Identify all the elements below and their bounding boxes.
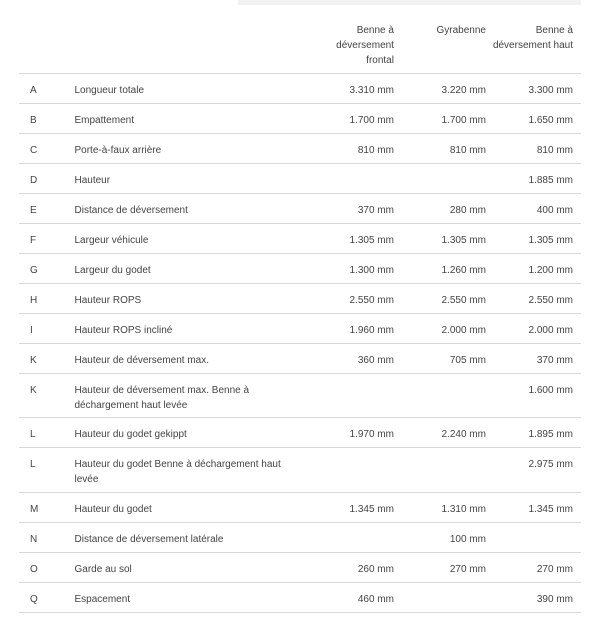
value-gyrabenne: 2.000 mm (441, 325, 486, 336)
row-label: Garde au sol (74, 564, 132, 575)
value-haut: 1.885 mm (528, 175, 573, 186)
value-gyrabenne: 100 mm (449, 534, 486, 545)
table-row (19, 493, 581, 523)
row-code: G (30, 265, 38, 276)
row-label: Longueur totale (74, 85, 145, 96)
value-haut: 1.345 mm (528, 504, 573, 515)
value-gyrabenne: 1.310 mm (441, 504, 486, 515)
value-frontal: 1.305 mm (349, 235, 394, 246)
value-frontal: 460 mm (357, 594, 394, 605)
row-code: I (30, 325, 33, 336)
table-row (19, 74, 581, 104)
row-code: D (30, 175, 38, 186)
value-haut: 3.300 mm (528, 85, 573, 96)
row-code: K (30, 355, 37, 366)
value-gyrabenne: 270 mm (449, 564, 486, 575)
row-code: Q (30, 594, 38, 605)
table-row (19, 553, 581, 583)
value-haut: 270 mm (536, 564, 573, 575)
row-code: O (30, 564, 38, 575)
row-code: L (30, 429, 36, 440)
value-gyrabenne (397, 164, 489, 193)
value-haut: 400 mm (536, 205, 573, 216)
value-frontal (308, 374, 397, 417)
row-label: Hauteur du godet gekippt (74, 429, 187, 440)
value-frontal: 370 mm (357, 205, 394, 216)
table-row (19, 583, 581, 613)
value-gyrabenne: 1.260 mm (441, 265, 486, 276)
row-label: Hauteur (74, 175, 111, 186)
row-code: H (30, 295, 38, 306)
value-haut: 1.600 mm (528, 385, 573, 396)
value-haut: 2.975 mm (528, 459, 573, 470)
table-row (19, 164, 581, 194)
value-frontal: 3.310 mm (349, 85, 394, 96)
table-row (19, 104, 581, 134)
table-row (19, 224, 581, 254)
value-frontal: 260 mm (357, 564, 394, 575)
value-frontal: 1.345 mm (349, 504, 394, 515)
value-frontal: 2.550 mm (349, 295, 394, 306)
row-label: Porte-à-faux arrière (74, 145, 162, 156)
value-haut (489, 523, 581, 552)
value-haut: 1.650 mm (528, 115, 573, 126)
row-label: Hauteur de déversement max. (74, 355, 210, 366)
table-row (19, 314, 581, 344)
row-label: Hauteur de déversement max. Benne à déchargement haut levée (74, 385, 250, 411)
row-label: Largeur véhicule (74, 235, 149, 246)
column-header-frontal: Benne à déversement frontal (336, 25, 394, 66)
row-label: Largeur du godet (74, 265, 151, 276)
table-row (19, 134, 581, 164)
row-code: E (30, 205, 37, 216)
table-row (19, 194, 581, 224)
value-haut: 1.305 mm (528, 235, 573, 246)
row-label: Hauteur du godet (74, 504, 152, 515)
row-code: K (30, 385, 37, 396)
row-label: Hauteur ROPS (74, 295, 142, 306)
row-code: M (30, 504, 39, 515)
value-frontal: 1.700 mm (349, 115, 394, 126)
value-frontal: 360 mm (357, 355, 394, 366)
value-haut: 2.550 mm (528, 295, 573, 306)
value-frontal (308, 164, 397, 193)
row-code: L (30, 459, 36, 470)
specs-table (19, 18, 581, 613)
top-strip (238, 0, 581, 5)
value-gyrabenne: 810 mm (449, 145, 486, 156)
value-haut: 370 mm (536, 355, 573, 366)
table-row (19, 448, 581, 493)
value-frontal (308, 448, 397, 492)
value-gyrabenne: 3.220 mm (441, 85, 486, 96)
value-gyrabenne: 2.550 mm (441, 295, 486, 306)
value-gyrabenne: 1.700 mm (441, 115, 486, 126)
table-row (19, 284, 581, 314)
table-row (19, 523, 581, 553)
value-gyrabenne: 1.305 mm (441, 235, 486, 246)
value-frontal: 810 mm (357, 145, 394, 156)
row-label: Hauteur du godet Benne à déchargement haut levée (74, 459, 281, 485)
value-frontal (308, 523, 397, 552)
row-code: C (30, 145, 38, 156)
row-code: F (30, 235, 37, 246)
row-label: Distance de déversement (74, 205, 188, 216)
table-row (19, 254, 581, 284)
value-gyrabenne (397, 374, 489, 417)
row-label: Hauteur ROPS incliné (74, 325, 173, 336)
table-header (19, 18, 581, 74)
table-row (19, 374, 581, 418)
value-frontal: 1.300 mm (349, 265, 394, 276)
row-code: B (30, 115, 37, 126)
table-row (19, 344, 581, 374)
column-header-haut: Benne à déversement haut (492, 25, 573, 51)
value-frontal: 1.960 mm (349, 325, 394, 336)
value-haut: 390 mm (536, 594, 573, 605)
value-haut: 1.895 mm (528, 429, 573, 440)
row-label: Espacement (74, 594, 131, 605)
row-label: Empattement (74, 115, 134, 126)
value-gyrabenne (397, 583, 489, 612)
value-gyrabenne: 705 mm (449, 355, 486, 366)
row-code: A (30, 85, 37, 96)
value-haut: 810 mm (536, 145, 573, 156)
value-haut: 1.200 mm (528, 265, 573, 276)
value-gyrabenne: 2.240 mm (441, 429, 486, 440)
header-name-cell (75, 18, 308, 73)
value-frontal: 1.970 mm (349, 429, 394, 440)
row-code: N (30, 534, 38, 545)
value-gyrabenne (397, 448, 489, 492)
row-label: Distance de déversement latérale (74, 534, 224, 545)
column-header-gyrabenne: Gyrabenne (436, 25, 486, 36)
value-gyrabenne: 280 mm (449, 205, 486, 216)
value-haut: 2.000 mm (528, 325, 573, 336)
header-code-cell (19, 18, 75, 73)
table-row (19, 418, 581, 448)
